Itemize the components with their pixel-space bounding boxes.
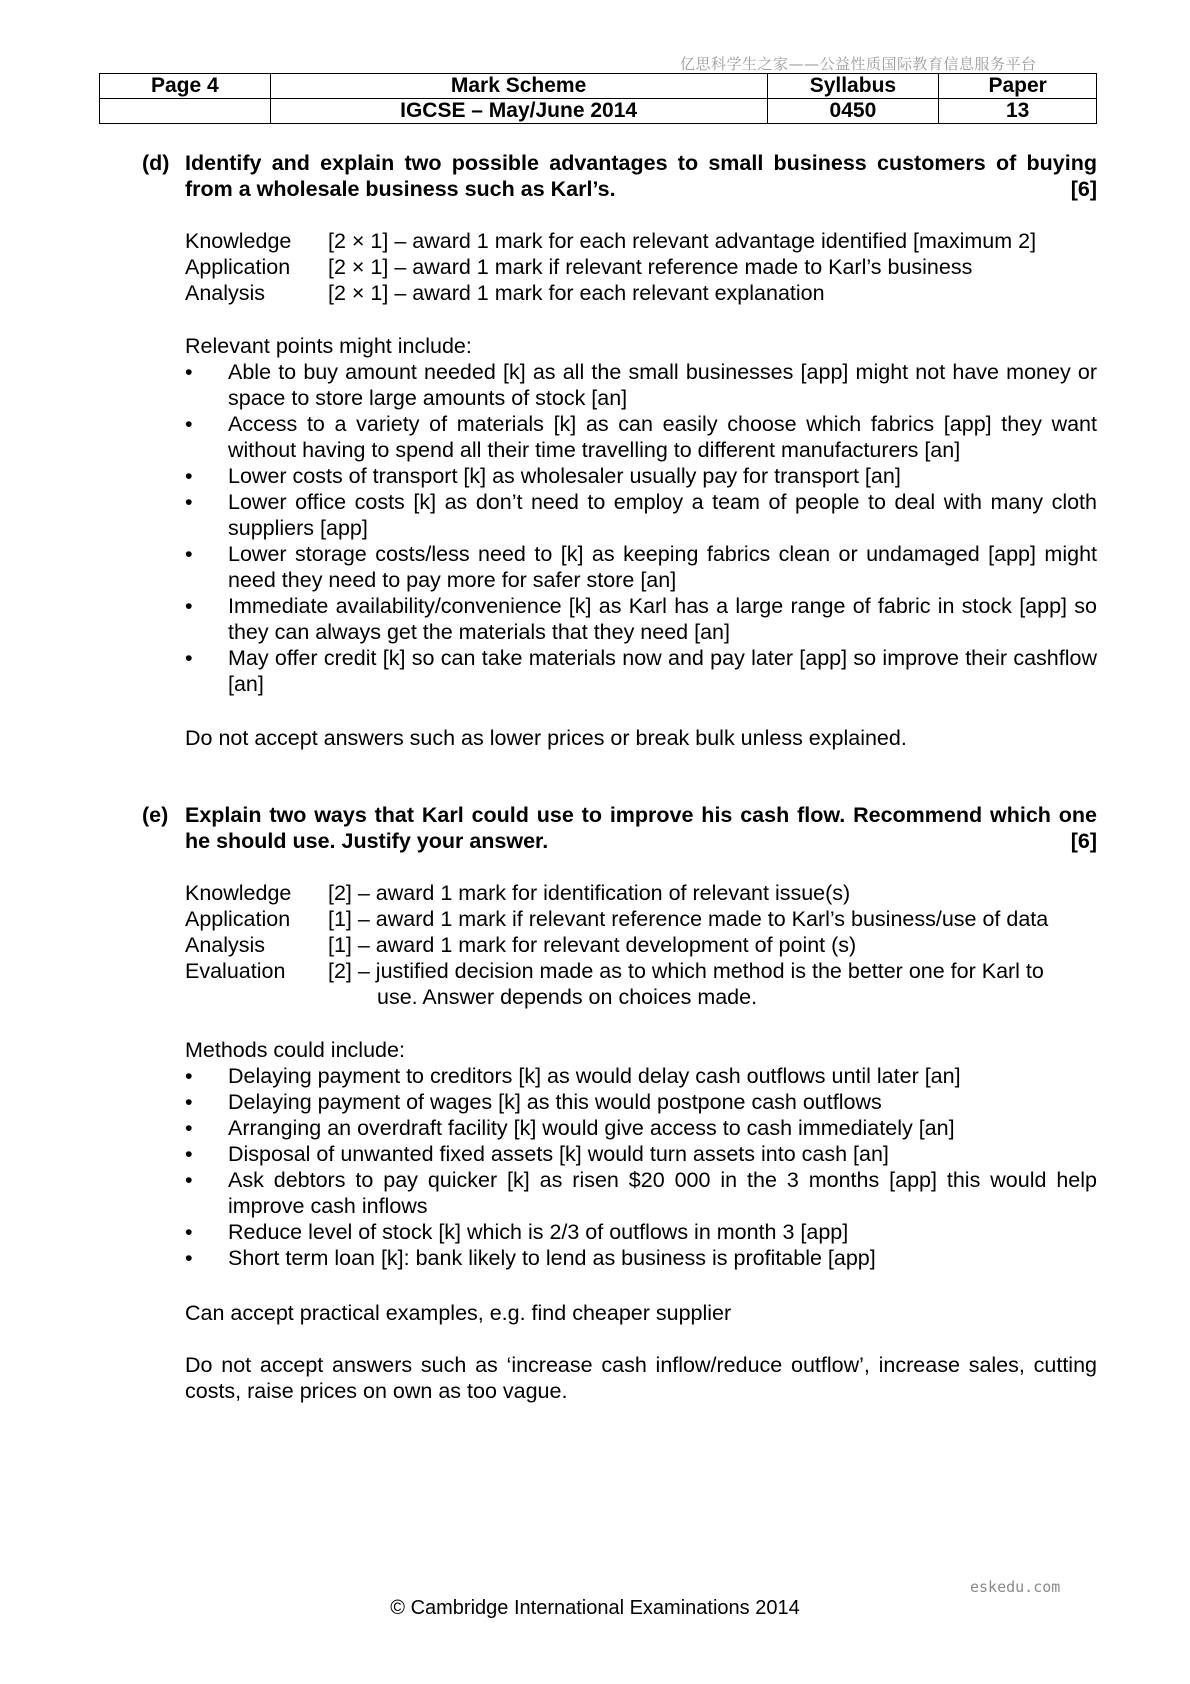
- bullet-icon: •: [185, 490, 193, 514]
- question-e-text: [185, 802, 1097, 854]
- copyright-footer: © Cambridge International Examinations 2014: [390, 1597, 800, 1619]
- point-text: May offer credit [k] so can take materials now and pay later [app] so improve their cashflow [an]: [228, 646, 1097, 696]
- point-text: Delaying payment to creditors [k] as would delay cash outflows until later [an]: [228, 1064, 961, 1088]
- question-d-marks: [6]: [1070, 177, 1097, 201]
- point-text: Arranging an overdraft facility [k] would give access to cash immediately [an]: [228, 1116, 955, 1140]
- syllabus-code-cell: 0450: [767, 99, 939, 124]
- criteria-value: [2 × 1] – award 1 mark if relevant reference made to Karl’s business: [328, 255, 973, 279]
- question-d-points: [185, 333, 1097, 697]
- criteria-value: [2] – justified decision made as to which method is the better one for Karl to: [328, 959, 1044, 983]
- list-item: [185, 489, 1097, 541]
- bullet-icon: •: [185, 1246, 193, 1270]
- paper-number-cell: 13: [939, 99, 1097, 124]
- criteria-row: [185, 958, 1097, 984]
- criteria-row: [185, 880, 1097, 906]
- list-item: [185, 1245, 1097, 1271]
- criteria-value: [2 × 1] – award 1 mark for each relevant explanation: [328, 281, 825, 305]
- list-item: [185, 1167, 1097, 1219]
- criteria-value-continued: use. Answer depends on choices made.: [377, 985, 758, 1009]
- point-text: Delaying payment of wages [k] as this would postpone cash outflows: [228, 1090, 882, 1114]
- bullet-icon: •: [185, 1064, 193, 1088]
- criteria-key: Analysis: [185, 281, 266, 305]
- criteria-row: [185, 932, 1097, 958]
- question-d-prompt: Identify and explain two possible advantages to small business customers of buying from a wholesale business such as Karl’s.: [185, 151, 1097, 201]
- points-list: [185, 359, 1097, 697]
- list-item: [185, 1089, 1097, 1115]
- bullet-icon: •: [185, 360, 193, 384]
- question-d-label: (d): [142, 151, 170, 175]
- list-item: [185, 1115, 1097, 1141]
- mark-scheme-header-table: [99, 73, 1097, 124]
- criteria-row: [185, 280, 1097, 306]
- exclusion-note: Do not accept answers such as lower prices or break bulk unless explained.: [185, 726, 907, 750]
- list-item: [185, 1141, 1097, 1167]
- points-intro: Relevant points might include:: [185, 334, 472, 358]
- list-item: [185, 541, 1097, 593]
- list-item: [185, 593, 1097, 645]
- point-text: Able to buy amount needed [k] as all the small businesses [app] might not have money or space to store large amounts of stock [an]: [228, 360, 1097, 410]
- bullet-icon: •: [185, 594, 193, 618]
- question-e-prompt: Explain two ways that Karl could use to improve his cash flow. Recommend which one he should use. Justify your answer.: [185, 803, 1097, 853]
- criteria-key: Application: [185, 907, 291, 931]
- criteria-row: [185, 984, 1097, 1010]
- bullet-icon: •: [185, 1168, 193, 1192]
- criteria-key: Analysis: [185, 933, 266, 957]
- point-text: Ask debtors to pay quicker [k] as risen $20 000 in the 3 months [app] this would help improve cash inflows: [228, 1168, 1097, 1218]
- doc-title-cell: Mark Scheme: [270, 74, 767, 99]
- criteria-key: Application: [185, 255, 291, 279]
- practical-examples-note: Can accept practical examples, e.g. find cheaper supplier: [185, 1301, 732, 1325]
- point-text: Lower office costs [k] as don’t need to employ a team of people to deal with many cloth suppliers [app]: [228, 490, 1097, 540]
- bullet-icon: •: [185, 646, 193, 670]
- syllabus-label-cell: Syllabus: [767, 74, 939, 99]
- point-text: Disposal of unwanted fixed assets [k] would turn assets into cash [an]: [228, 1142, 889, 1166]
- question-d: [142, 150, 1097, 202]
- question-e-points: [185, 1037, 1097, 1271]
- empty-cell: [100, 99, 271, 124]
- exam-session-cell: IGCSE – May/June 2014: [270, 99, 767, 124]
- question-e-marks: [6]: [1070, 829, 1097, 853]
- points-intro: Methods could include:: [185, 1038, 405, 1062]
- question-e-label: (e): [142, 803, 169, 827]
- criteria-row: [185, 254, 1097, 280]
- page-number-cell: Page 4: [100, 74, 271, 99]
- question-e-note-practical: [185, 1300, 1097, 1326]
- question-d-text: [185, 150, 1097, 202]
- paper-label-cell: Paper: [939, 74, 1097, 99]
- points-list: [185, 1063, 1097, 1271]
- list-item: [185, 411, 1097, 463]
- bullet-icon: •: [185, 464, 193, 488]
- criteria-row: [185, 906, 1097, 932]
- criteria-key: Knowledge: [185, 881, 292, 905]
- point-text: Lower costs of transport [k] as wholesaler usually pay for transport [an]: [228, 464, 901, 488]
- criteria-value: [2] – award 1 mark for identification of relevant issue(s): [328, 881, 851, 905]
- criteria-row: [185, 228, 1097, 254]
- point-text: Lower storage costs/less need to [k] as keeping fabrics clean or undamaged [app] might need they need to pay more for safer store [an]: [228, 542, 1097, 592]
- header-row-2: [100, 99, 1097, 124]
- question-e-note-vague: [185, 1352, 1097, 1404]
- bullet-icon: •: [185, 1116, 193, 1140]
- watermark-header-text: 亿思科学生之家——公益性质国际教育信息服务平台: [680, 55, 1037, 73]
- watermark-site-text: eskedu.com: [970, 1578, 1061, 1596]
- criteria-key: Knowledge: [185, 229, 292, 253]
- criteria-value: [2 × 1] – award 1 mark for each relevant advantage identified [maximum 2]: [328, 229, 1037, 253]
- criteria-value: [1] – award 1 mark if relevant reference made to Karl’s business/use of data: [328, 907, 1049, 931]
- list-item: [185, 463, 1097, 489]
- list-item: [185, 359, 1097, 411]
- header-row-1: [100, 74, 1097, 99]
- point-text: Reduce level of stock [k] which is 2/3 of outflows in month 3 [app]: [228, 1220, 849, 1244]
- point-text: Immediate availability/convenience [k] as Karl has a large range of fabric in stock [app] so they can always get the materials that they need [an]: [228, 594, 1097, 644]
- criteria-value: [1] – award 1 mark for relevant development of point (s): [328, 933, 857, 957]
- criteria-key: Evaluation: [185, 959, 286, 983]
- list-item: [185, 1063, 1097, 1089]
- question-e: [142, 802, 1097, 854]
- bullet-icon: •: [185, 1090, 193, 1114]
- bullet-icon: •: [185, 1142, 193, 1166]
- exclusion-note: Do not accept answers such as ‘increase cash inflow/reduce outflow’, increase sales, cutting costs, raise prices on own as too vague.: [185, 1353, 1097, 1403]
- bullet-icon: •: [185, 1220, 193, 1244]
- question-e-criteria: [185, 880, 1097, 1010]
- point-text: Access to a variety of materials [k] as can easily choose which fabrics [app] they want without having to spend all their time travelling to different manufacturers [an]: [228, 412, 1097, 462]
- point-text: Short term loan [k]: bank likely to lend as business is profitable [app]: [228, 1246, 876, 1270]
- bullet-icon: •: [185, 412, 193, 436]
- question-d-criteria: [185, 228, 1097, 306]
- list-item: [185, 645, 1097, 697]
- question-d-note: [185, 725, 1097, 751]
- bullet-icon: •: [185, 542, 193, 566]
- list-item: [185, 1219, 1097, 1245]
